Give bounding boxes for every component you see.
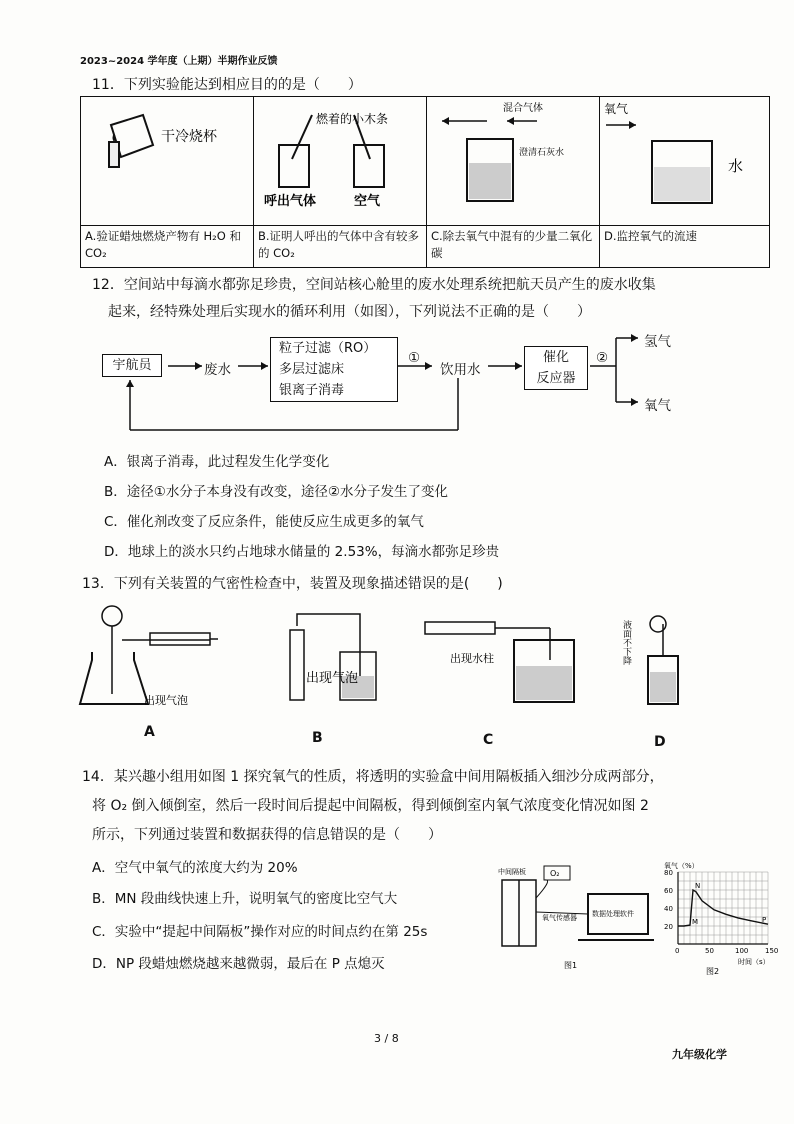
q14-option-d: D．NP 段蜡烛燃烧越来越微弱，最后在 P 点熄灭 (92, 956, 385, 972)
q12-astronaut-box: 宇航员 (102, 354, 162, 377)
q14-fig1-software: 数据处理软件 (592, 910, 634, 918)
q14-fig1-o2: O₂ (550, 869, 560, 878)
q12-process-step3: 银离子消毒 (279, 383, 345, 398)
q13-label-b: B (312, 730, 323, 746)
q12-process-step1: 粒子过滤（RO） (279, 341, 377, 356)
chart-point-p-label: P (762, 916, 767, 925)
q12-drink-label: 饮用水 (440, 362, 481, 378)
q14-figure1 (494, 858, 656, 974)
q11-option-d: D.监控氧气的流速 (604, 228, 698, 243)
q11-option-a: A.验证蜡烛燃烧产物有 H₂O 和 CO₂ (85, 228, 241, 260)
chart-xlabel: 时间（s） (738, 958, 770, 966)
q11-stem: 11．下列实验能达到相应目的的是（ ） (92, 77, 362, 93)
q14-option-b: B．MN 段曲线快速上升，说明氧气的密度比空气大 (92, 891, 398, 907)
q11-a-diagram (81, 97, 251, 215)
q11-c-diagram (427, 97, 597, 215)
q13-d-note: 液面不下降 (621, 620, 631, 665)
q12-output-hydrogen: 氢气 (644, 334, 671, 350)
chart-y-tick-label: 20 (664, 923, 673, 931)
q13-b-note: 出现气泡 (306, 671, 359, 686)
q12-reactor-line2: 反应器 (536, 371, 576, 386)
q11-c-label2: 澄清石灰水 (519, 148, 565, 158)
q13-label-c: C (483, 732, 494, 748)
q12-waste-label: 废水 (204, 362, 231, 378)
chart-y-tick-label: 40 (664, 905, 673, 913)
q11-table (80, 96, 770, 268)
q11-option-b: B.证明人呼出的气体中含有较多的 CO₂ (258, 228, 420, 260)
q12-reactor-line1: 催化 (542, 350, 569, 365)
q14-stem-line3: 所示，下列通过装置和数据获得的信息错误的是（ ） (92, 827, 442, 843)
q13-label-a: A (144, 724, 155, 740)
q12-step1-marker: ① (408, 350, 421, 366)
q12-option-a: A．银离子消毒，此过程发生化学变化 (104, 454, 330, 470)
q13-label-d: D (654, 734, 666, 750)
q14-fig1-caption: 图1 (564, 961, 578, 970)
q14-fig1-sensor: 氧气传感器 (542, 914, 577, 922)
q11-b-label1: 燃着的小木条 (316, 112, 389, 126)
q14-figure2-chart (660, 860, 780, 978)
chart-y-tick-label: 80 (664, 869, 673, 877)
q14-fig1-partition: 中间隔板 (498, 868, 526, 876)
q11-d-label1: 氧气 (604, 102, 629, 116)
q14-option-c: C．实验中“提起中间隔板”操作对应的时间点约在第 25s (92, 924, 428, 940)
chart-x-tick-label: 100 (735, 947, 749, 955)
q12-stem-line1: 12．空间站中每滴水都弥足珍贵，空间站核心舱里的废水处理系统把航天员产生的废水收集 (92, 277, 656, 293)
chart-x-tick-label: 150 (765, 947, 779, 955)
q14-fig2-caption: 图2 (706, 967, 720, 976)
q12-process-box (270, 337, 398, 402)
q12-output-oxygen: 氧气 (644, 398, 671, 414)
q11-a-label: 干冷烧杯 (161, 129, 217, 145)
q14-stem-line1: 14．某兴趣小组用如图 1 探究氧气的性质，将透明的实验盒中间用隔板插入细沙分成两部分， (82, 769, 664, 785)
chart-x-tick-label: 0 (675, 947, 680, 955)
footer-subject: 九年级化学 (672, 1048, 727, 1061)
q11-d-diagram (600, 97, 768, 215)
chart-point-n-label: N (695, 882, 701, 890)
q12-option-d: D．地球上的淡水只约占地球水储量的 2.53%，每滴水都弥足珍贵 (104, 544, 500, 560)
q11-d-label2: 水 (728, 157, 744, 175)
q11-c-label1: 混合气体 (503, 103, 543, 114)
q13-a-note: 出现气泡 (144, 694, 188, 707)
q11-b-diagram (254, 97, 424, 215)
q14-option-a: A．空气中氧气的浓度大约为 20% (92, 860, 298, 876)
chart-ylabel: 氧气（%） (664, 862, 699, 870)
q12-option-c: C．催化剂改变了反应条件，能使反应生成更多的氧气 (104, 514, 424, 530)
q12-option-b: B．途径①水分子本身没有改变，途径②水分子发生了变化 (104, 484, 448, 500)
q11-b-label2: 呼出气体 (264, 194, 317, 209)
page-header: 2023~2024 学年度（上期）半期作业反馈 (80, 56, 278, 67)
chart-y-tick-label: 60 (664, 887, 673, 895)
q14-stem-line2: 将 O₂ 倒入倾倒室，然后一段时间后提起中间隔板，得到倾倒室内氧气浓度变化情况如图 2 (92, 798, 649, 814)
page-number: 3 / 8 (374, 1032, 399, 1045)
q12-process-step2: 多层过滤床 (279, 362, 345, 377)
q11-option-c: C.除去氧气中混有的少量二氧化碳 (431, 228, 593, 260)
q13-diagrams (70, 600, 730, 720)
q12-step2-marker: ② (596, 350, 609, 366)
q12-stem-line2: 起来，经特殊处理后实现水的循环利用（如图），下列说法不正确的是（ ） (108, 304, 591, 320)
q11-b-label3: 空气 (354, 194, 381, 209)
chart-point-m-label: M (692, 918, 699, 926)
q12-reactor-box (524, 346, 588, 390)
chart-x-tick-label: 50 (705, 947, 714, 955)
q13-stem: 13．下列有关装置的气密性检查中，装置及现象描述错误的是( ) (82, 576, 503, 592)
q13-c-note: 出现水柱 (450, 652, 494, 665)
